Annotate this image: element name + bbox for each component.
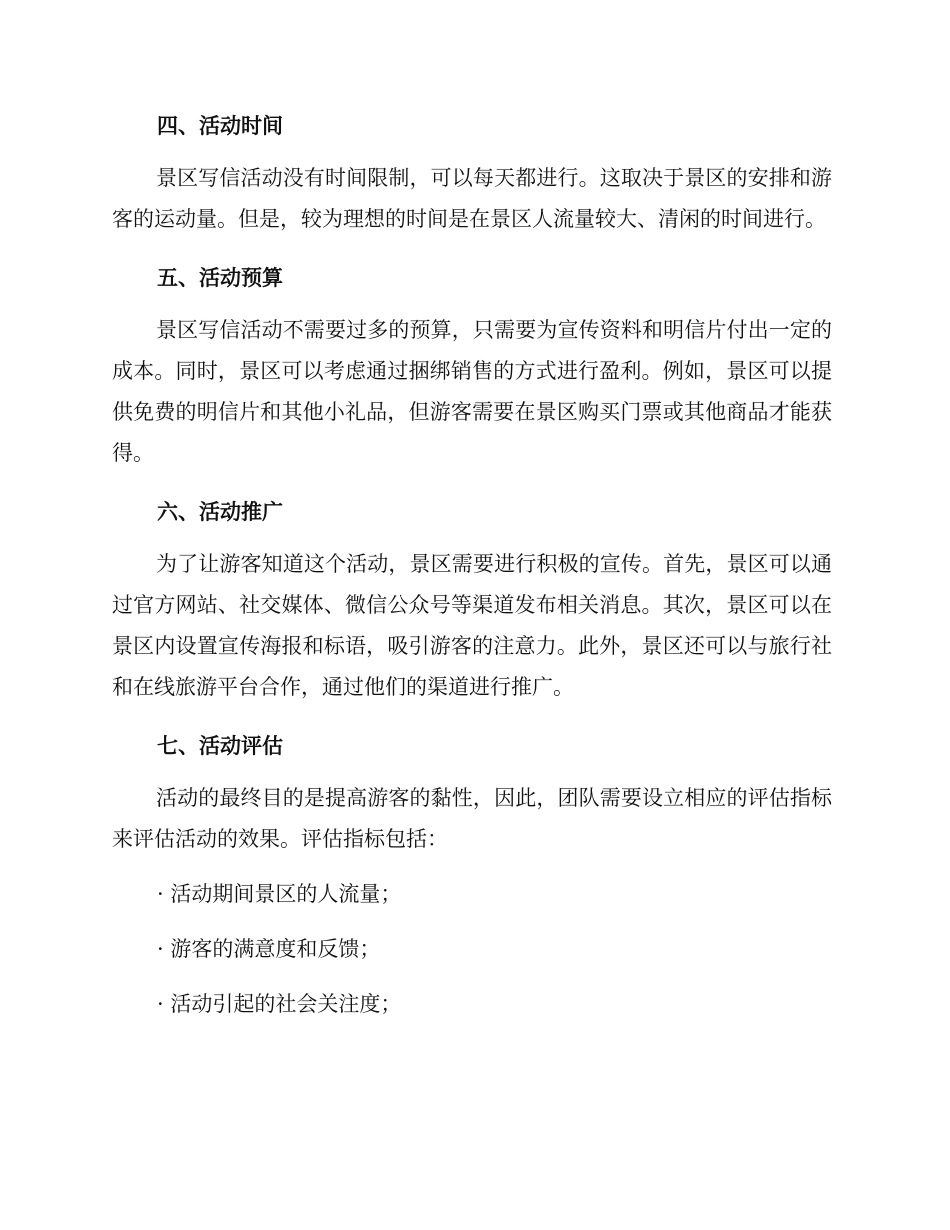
section-heading-time: 四、活动时间 xyxy=(157,114,283,138)
list-item: · 活动期间景区的人流量； xyxy=(157,882,402,906)
list-item: · 游客的满意度和反馈； xyxy=(157,937,381,961)
section-paragraph-time: 景区写信活动没有时间限制，可以每天都进行。这取决于景区的安排和游客的运动量。但是，较为理想的时间是在景区人流量较大、清闲的时间进行。 xyxy=(112,166,832,231)
section-heading-promotion: 六、活动推广 xyxy=(157,500,283,524)
list-item: · 活动引起的社会关注度； xyxy=(157,992,402,1016)
section-paragraph-promotion: 为了让游客知道这个活动，景区需要进行积极的宣传。首先，景区可以通过官方网站、社交媒体、微信公众号等渠道发布相关消息。其次，景区可以在景区内设置宣传海报和标语，吸引游客的注意力。此外，景区还可以与旅行社和在线旅游平台合作，通过他们的渠道进行推广。 xyxy=(112,552,832,699)
section-heading-budget: 五、活动预算 xyxy=(157,266,283,290)
section-heading-evaluation: 七、活动评估 xyxy=(157,734,283,758)
section-paragraph-evaluation: 活动的最终目的是提高游客的黏性，因此，团队需要设立相应的评估指标来评估活动的效果。评估指标包括： xyxy=(112,786,832,851)
document-page xyxy=(112,106,832,1025)
section-paragraph-budget: 景区写信活动不需要过多的预算，只需要为宣传资料和明信片付出一定的成本。同时，景区可以考虑通过捆绑销售的方式进行盈利。例如，景区可以提供免费的明信片和其他小礼品，但游客需要在景区购买门票或其他商品才能获得。 xyxy=(112,318,832,465)
